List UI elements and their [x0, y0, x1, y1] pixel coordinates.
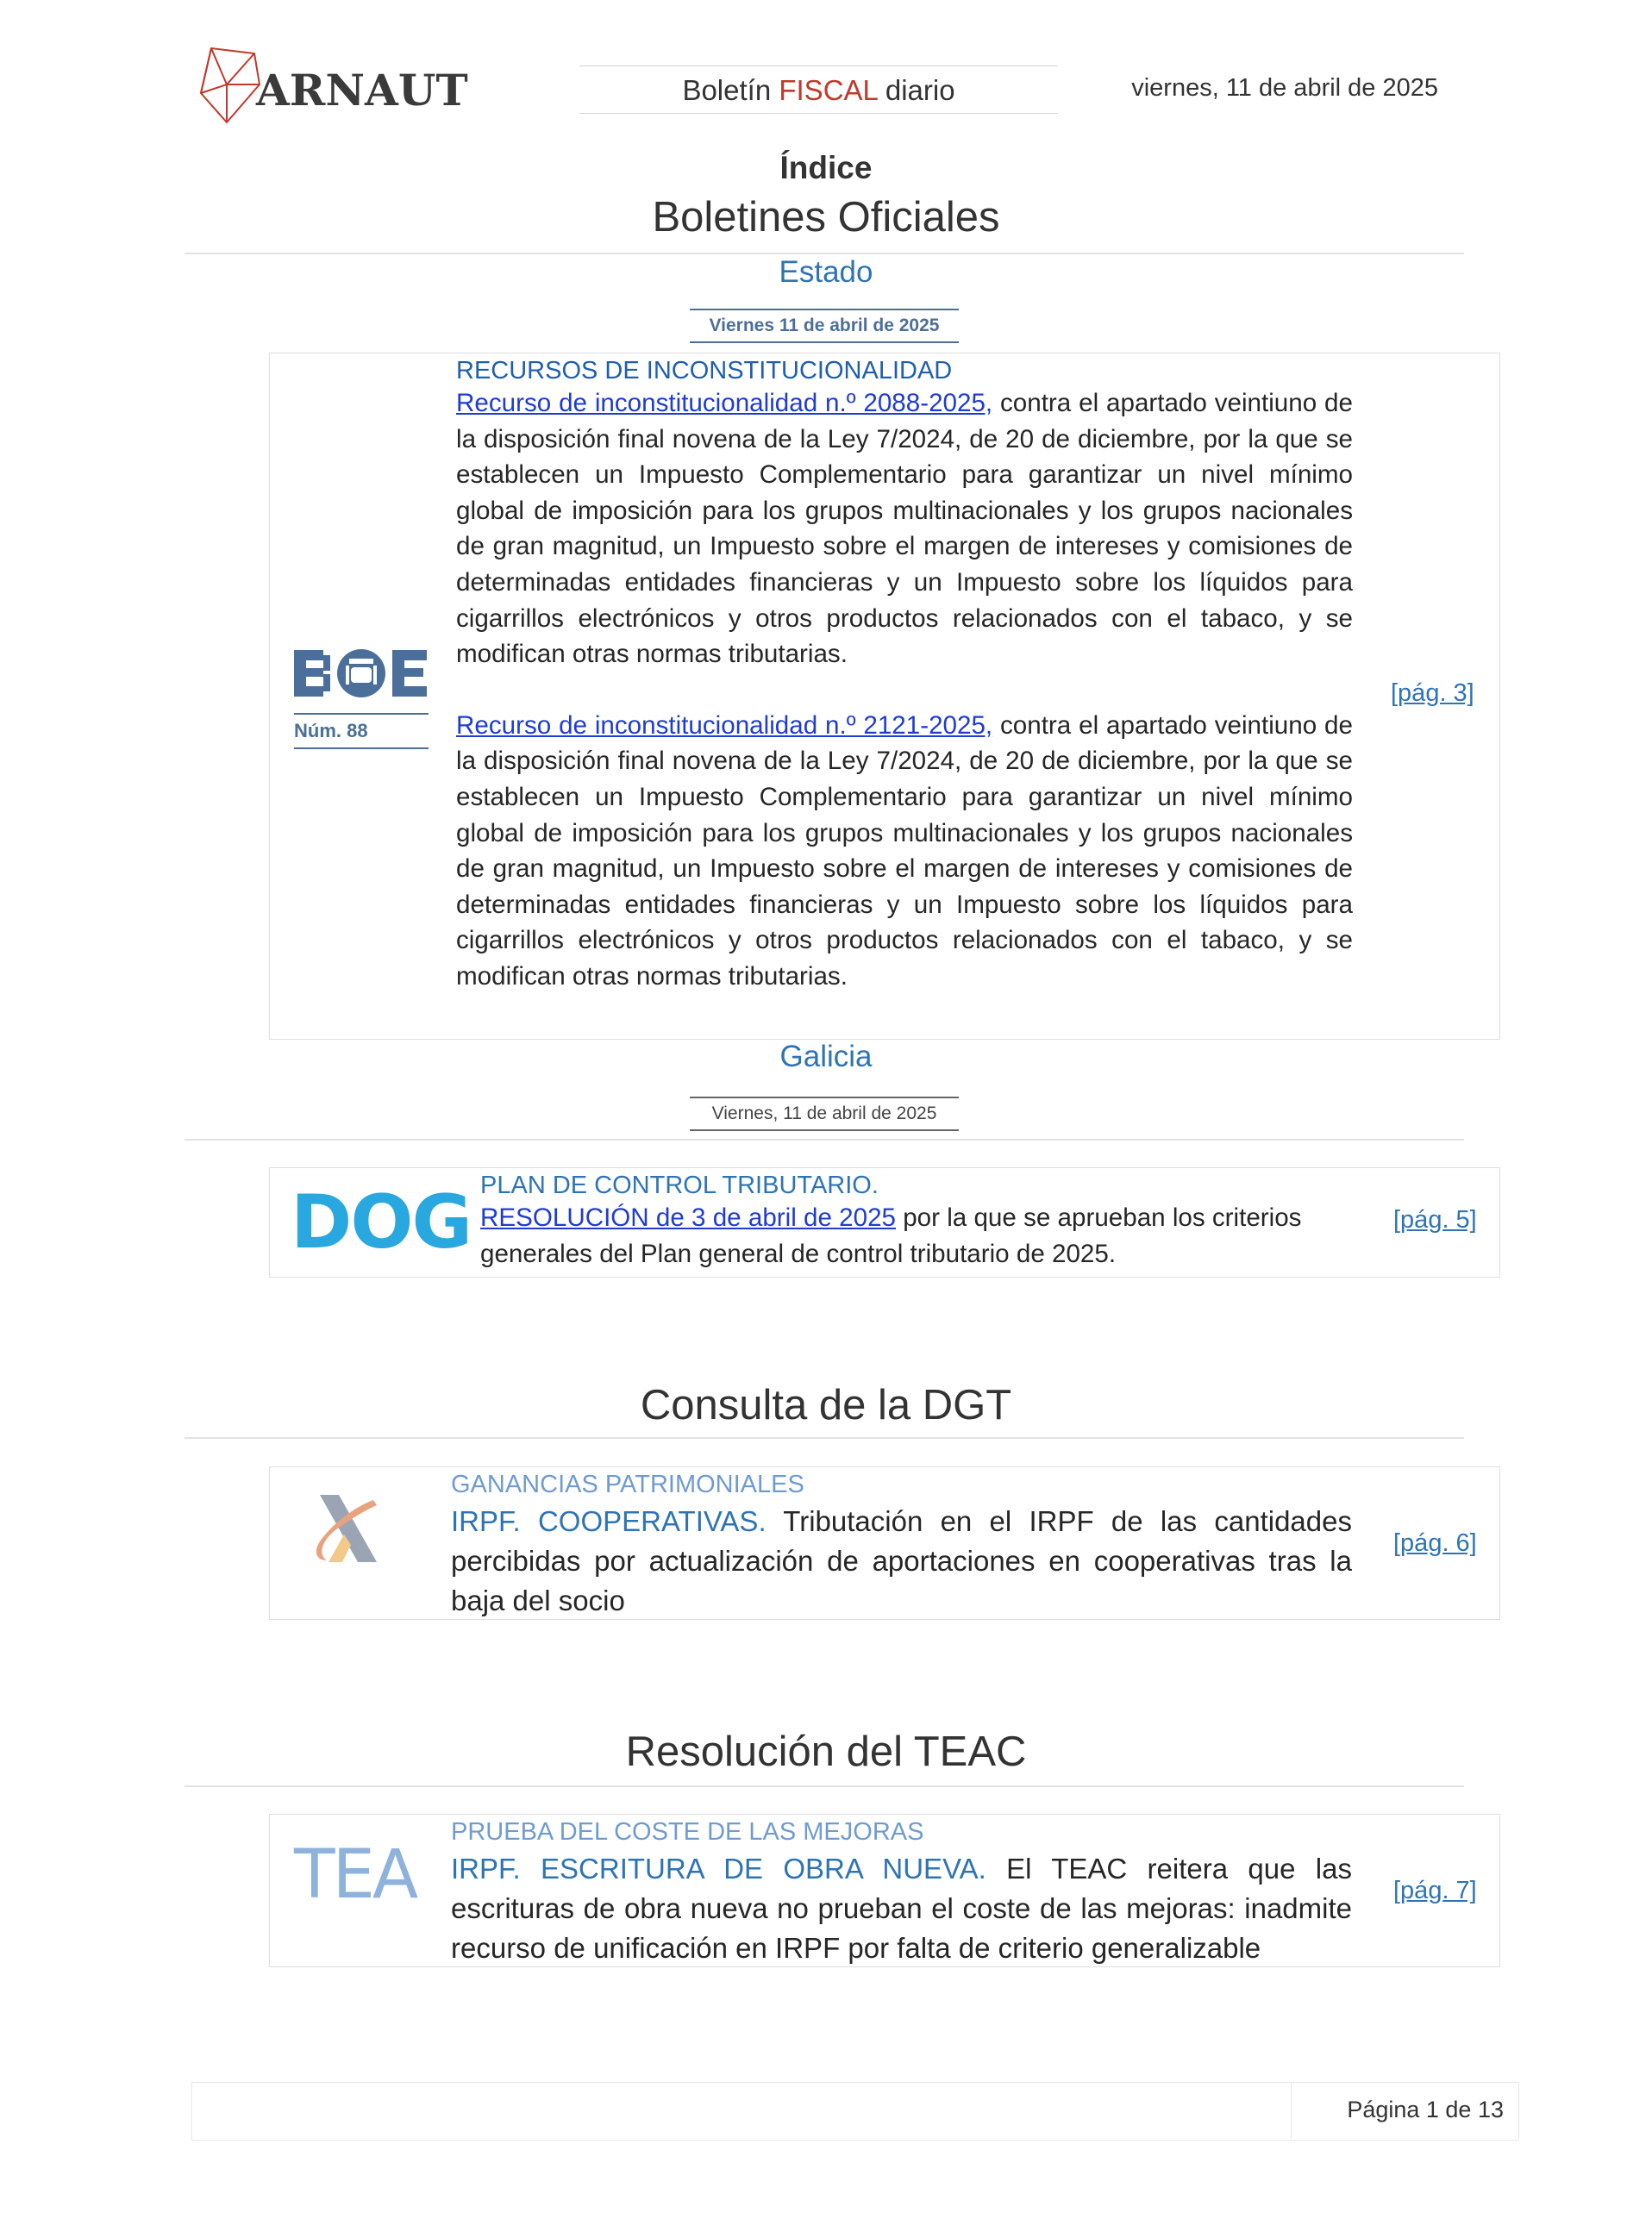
- list-item: Recurso de inconstitucionalidad n.º 2088-2025, contra el apartado veintiuno de la disposición final novena de la Ley 7/2024, de 20 de diciembre, por la que se establecen un Impuesto Complementario para garantizar un nivel mínimo global de imposición para los grupos multinacionales y los grupos nacionales de gran magnitud, un Impuesto sobre el margen de intereses y comisiones de determinadas entidades financieras y un Impuesto sobre los líquidos para cigarrillos electrónicos y otros productos relacionados con el tabaco, y se modifican otras normas tributarias.: [456, 389, 1353, 669]
- recurso-2088-link[interactable]: Recurso de inconstitucionalidad n.º 2088-2025,: [456, 389, 993, 417]
- dgt-card: [269, 1466, 1500, 1620]
- resolucion-link[interactable]: RESOLUCIÓN de 3 de abril de 2025: [480, 1203, 896, 1232]
- region-galicia: Galicia: [779, 1040, 873, 1073]
- divider: [185, 253, 1464, 254]
- boe-card: [269, 353, 1500, 1040]
- estado-date-box: Viernes 11 de abril de 2025: [690, 309, 959, 343]
- arnaut-logo: [194, 43, 468, 129]
- list-item: IRPF. COOPERATIVAS. Tributación en el IRPF de las cantidades percibidas por actualización de aportaciones en cooperativas tras la baja del socio: [451, 1505, 1352, 1616]
- page-number: Página 1 de 13: [1347, 2097, 1504, 2122]
- teac-card: [269, 1814, 1500, 1967]
- page-link-7[interactable]: [pág. 7]: [1393, 1877, 1477, 1904]
- list-item: IRPF. ESCRITURA DE OBRA NUEVA. El TEAC reitera que las escrituras de obra nueva no prueban el coste de las mejoras: inadmite recurso de unificación en IRPF por falta de criterio generalizable: [451, 1853, 1352, 1964]
- page-link-5[interactable]: [pág. 5]: [1393, 1206, 1477, 1234]
- divider: [185, 1785, 1464, 1787]
- title-accent: FISCAL: [779, 74, 878, 106]
- teac-logo: TEA: [294, 1836, 416, 1914]
- dog-card: [269, 1167, 1500, 1278]
- index-label: Índice: [779, 150, 873, 185]
- footer-separator: [1291, 2082, 1292, 2139]
- header-date: viernes, 11 de abril de 2025: [1131, 74, 1438, 102]
- dgt-lead: IRPF. COOPERATIVAS.: [451, 1505, 767, 1537]
- logo-wordmark: ARNAUT: [256, 65, 468, 116]
- section-boletines-heading: Boletines Oficiales: [652, 194, 1000, 241]
- category-prueba-coste: PRUEBA DEL COSTE DE LAS MEJORAS: [451, 1818, 924, 1846]
- dog-logo: DOG: [291, 1179, 472, 1266]
- page-link-6[interactable]: [pág. 6]: [1393, 1529, 1477, 1557]
- bulletin-title: Boletín FISCAL diario: [579, 66, 1058, 114]
- boe-logo: [294, 647, 429, 759]
- geometric-logo-icon: [201, 48, 260, 122]
- divider: [185, 1139, 1464, 1141]
- boe-logo-icon: [294, 647, 429, 700]
- category-recursos: RECURSOS DE INCONSTITUCIONALIDAD: [456, 357, 953, 384]
- section-teac-heading: Resolución del TEAC: [625, 1729, 1027, 1775]
- recurso-2121-link[interactable]: Recurso de inconstitucionalidad n.º 2121-2025,: [456, 710, 993, 740]
- boe-issue-number: Núm. 88: [294, 713, 429, 749]
- teac-lead: IRPF. ESCRITURA DE OBRA NUEVA.: [451, 1853, 986, 1885]
- divider: [185, 1437, 1464, 1439]
- footer-box: [191, 2082, 1519, 2141]
- galicia-date-box: Viernes, 11 de abril de 2025: [690, 1097, 959, 1131]
- category-plan-control: PLAN DE CONTROL TRIBUTARIO.: [480, 1172, 879, 1199]
- list-item: Recurso de inconstitucionalidad n.º 2121-2025, contra el apartado veintiuno de la disposición final novena de la Ley 7/2024, de 20 de diciembre, por la que se establecen un Impuesto Complementario para garantizar un nivel mínimo global de imposición para los grupos multinacionales y los grupos nacionales de gran magnitud, un Impuesto sobre el margen de intereses y comisiones de determinadas entidades financieras y un Impuesto sobre los líquidos para cigarrillos electrónicos y otros productos relacionados con el tabaco, y se modifican otras normas tributarias.: [456, 710, 1353, 991]
- list-item: RESOLUCIÓN de 3 de abril de 2025 por la que se aprueban los criterios generales del Plan general de control tributario de 2025.: [480, 1203, 1302, 1268]
- category-ganancias: GANANCIAS PATRIMONIALES: [451, 1471, 804, 1498]
- page-link-3[interactable]: [pág. 3]: [1391, 679, 1474, 707]
- agencia-tributaria-icon: [294, 1481, 397, 1585]
- section-dgt-heading: Consulta de la DGT: [640, 1382, 1012, 1428]
- agencia-tributaria-logo: [294, 1481, 397, 1589]
- region-estado: Estado: [779, 255, 873, 289]
